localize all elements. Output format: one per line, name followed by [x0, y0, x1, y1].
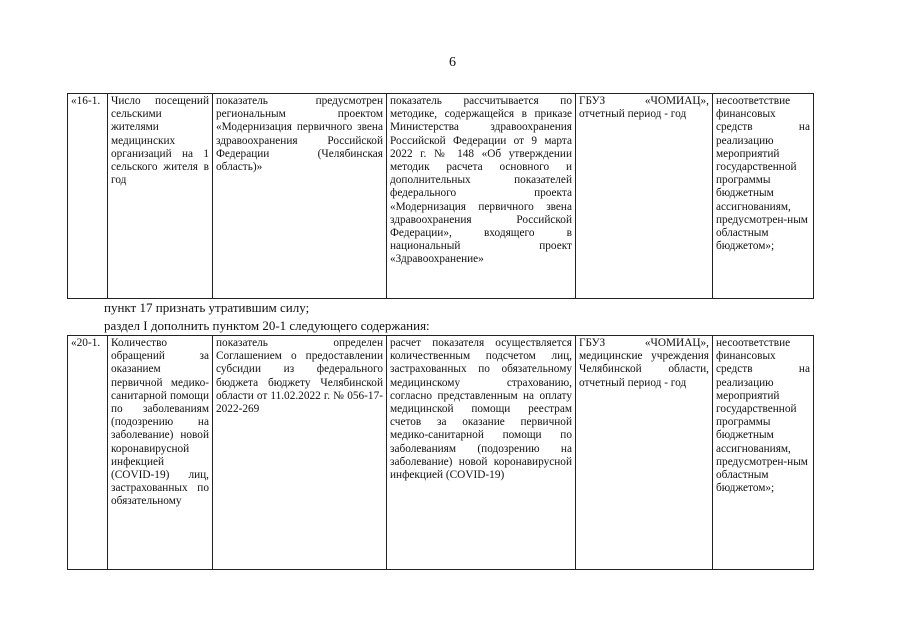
cell-method: показатель рассчитывается по методике, содержащейся в приказе Министерства здравоохранения Российской Федерации от 9 марта 2022 г. № 148 «Об утверждении методик расчета основного и дополнительных показателей федерального проекта «Модернизация первичного звена здравоохранения Российской Федерации», входящего в национальный проект «Здравоохранение» [387, 94, 576, 299]
cell-number: «20-1. [68, 336, 108, 570]
paragraph-item-17: пункт 17 признать утратившим силу; [104, 300, 310, 315]
cell-basis: показатель предусмотрен региональным проектом «Модернизация первичного звена здравоохранения Российской Федерации (Челябинская область)» [213, 94, 387, 299]
cell-indicator-name: Число посещений сельскими жителями медицинских организаций на 1 сельского жителя в год [108, 94, 213, 299]
cell-consequence: несоответствие финансовых средств на реализацию мероприятий государственной программы бюджетным ассигнованиям, предусмотрен-ным областным бюджетом»; [713, 94, 814, 299]
cell-number: «16-1. [68, 94, 108, 299]
paragraph-section-1: раздел I дополнить пунктом 20-1 следующего содержания: [104, 318, 430, 333]
cell-responsible: ГБУЗ «ЧОМИАЦ», медицинские учреждения Челябинской области, отчетный период - год [576, 336, 713, 570]
cell-basis: показатель определен Соглашением о предоставлении субсидии из федерального бюджета бюджету Челябинской области от 11.02.2022 г. № 056-17-2022-269 [213, 336, 387, 570]
cell-responsible: ГБУЗ «ЧОМИАЦ», отчетный период - год [576, 94, 713, 299]
cell-method: расчет показателя осуществляется количественным подсчетом лиц, застрахованных по обязательному медицинскому страхованию, согласно представленным на оплату медицинской помощи реестрам счетов за оказание первичной медико-санитарной помощи по заболеваниям (подозрению на заболевание) новой коронавирусной инфекцией (COVID-19) [387, 336, 576, 570]
table-row [68, 94, 814, 299]
cell-indicator-name: Количество обращений за оказанием первичной медико-санитарной помощи по заболеваниям (подозрению на заболевание) новой коронавирусной инфекцией (COVID-19) лиц, застрахованных по обязательному [108, 336, 213, 570]
indicator-table-1 [67, 93, 814, 299]
indicator-table-2 [67, 335, 814, 570]
table-row [68, 336, 814, 570]
page-number: 6 [449, 55, 456, 70]
cell-consequence: несоответствие финансовых средств на реализацию мероприятий государственной программы бюджетным ассигнованиям, предусмотрен-ным областным бюджетом»; [713, 336, 814, 570]
